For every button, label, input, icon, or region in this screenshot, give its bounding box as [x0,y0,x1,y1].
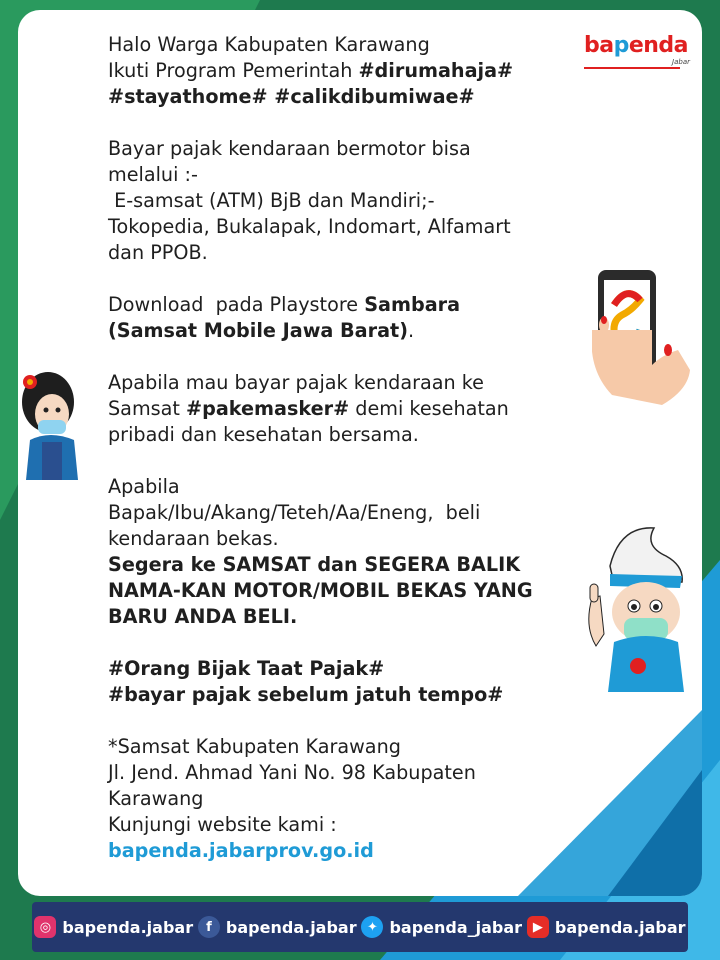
buy-line-bold: Segera ke SAMSAT dan SEGERA BALIK [108,553,521,576]
slogan-line: #bayar pajak sebelum jatuh tempo# [108,683,504,706]
payment-line: Tokopedia, Bukalapak, Indomart, Alfamart [108,215,511,238]
payment-line: Bayar pajak kendaraan bermotor bisa [108,137,471,160]
mask-line [108,396,568,422]
buy-line: Apabila [108,475,180,498]
smartphone-icon [592,270,696,410]
payment-line: dan PPOB. [108,241,208,264]
bapenda-logo [584,34,694,70]
logo-text-part: enda [628,33,689,58]
mask-text: Samsat [108,397,187,420]
twitter-handle: bapenda_jabar [389,917,523,937]
address-line: Karawang [108,787,204,810]
facebook-handle: bapenda.jabar [225,917,357,937]
instagram-link[interactable] [34,916,193,938]
hashtag: #dirumahaja# [358,59,514,82]
logo-underline [584,67,680,69]
visit-line: Kunjungi website kami : [108,813,337,836]
mask-line: pribadi dan kesehatan bersama. [108,423,419,446]
announcement-text [108,32,568,864]
youtube-handle: bapenda.jabar [554,917,686,937]
greeting-line [108,58,568,84]
twitter-icon: ✦ [361,916,383,938]
instagram-handle: bapenda.jabar [62,917,194,937]
man-mascot-illustration [574,526,694,692]
address-line: Jl. Jend. Ahmad Yani No. 98 Kabupaten [108,761,476,784]
greeting-line: Halo Warga Kabupaten Karawang [108,33,430,56]
buy-line-bold: NAMA-KAN MOTOR/MOBIL BEKAS YANG [108,579,533,602]
woman-mascot-illustration [16,368,80,480]
address-line: *Samsat Kabupaten Karawang [108,735,401,758]
hashtag-line: #stayathome# #calikdibumiwae# [108,85,475,108]
mask-line: Apabila mau bayar pajak kendaraan ke [108,371,484,394]
buy-line: kendaraan bekas. [108,527,279,550]
buy-line-bold: BARU ANDA BELI. [108,605,298,628]
social-footer [32,902,688,952]
app-name: Sambara [364,293,461,316]
facebook-icon: f [198,916,220,938]
buy-line: Bapak/Ibu/Akang/Teteh/Aa/Eneng, beli [108,501,481,524]
download-line [108,318,568,344]
logo-text-part: ba [584,33,614,58]
website-link[interactable]: bapenda.jabarprov.go.id [108,839,374,862]
greeting-text: Ikuti Program Pemerintah [108,59,359,82]
logo-region: Jabar [672,58,690,66]
logo-text-part: p [613,33,629,58]
mask-text: demi kesehatan [349,397,509,420]
hashtag: #pakemasker# [186,397,350,420]
download-line [108,292,568,318]
slogan-line: #Orang Bijak Taat Pajak# [108,657,385,680]
twitter-link[interactable] [361,916,522,938]
download-text: . [407,319,415,342]
youtube-icon: ▶ [527,916,549,938]
instagram-icon: ◎ [34,916,56,938]
app-full-name: (Samsat Mobile Jawa Barat) [108,319,408,342]
youtube-link[interactable] [527,916,686,938]
facebook-link[interactable] [198,916,357,938]
download-text: Download pada Playstore [108,293,365,316]
logo-wordmark [584,34,694,58]
payment-line: E-samsat (ATM) BjB dan Mandiri;- [108,189,435,212]
payment-line: melalui :- [108,163,198,186]
